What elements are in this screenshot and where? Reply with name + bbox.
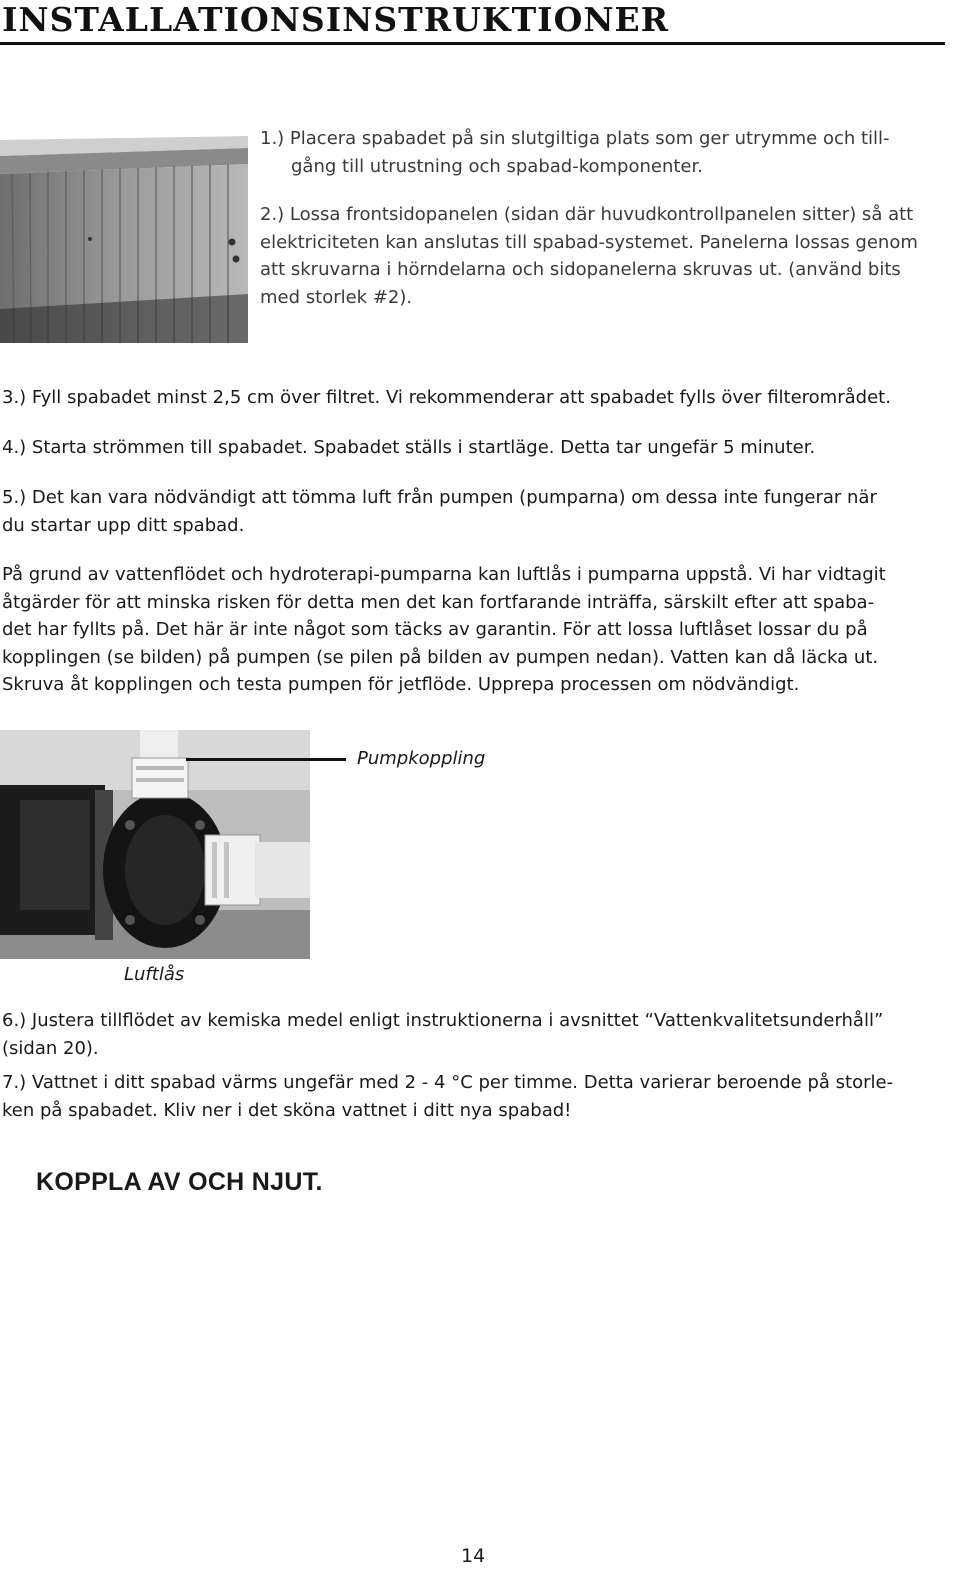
step-4: 4.) Starta strömmen till spabadet. Spabadet ställs i startläge. Detta tar ungefär 5 minuter. bbox=[2, 437, 816, 458]
step-7-line-1: 7.) Vattnet i ditt spabad värms ungefär med 2 - 4 °C per timme. Detta varierar beroende på storle- bbox=[2, 1072, 894, 1093]
page-number: 14 bbox=[461, 1545, 486, 1567]
page-title: INSTALLATIONSINSTRUKTIONER bbox=[2, 0, 670, 39]
pump-coupling-label: Pumpkoppling bbox=[357, 748, 486, 769]
pump-coupling-pointer bbox=[186, 758, 346, 761]
step-5-line-1: 5.) Det kan vara nödvändigt att tömma luft från pumpen (pumparna) om dessa inte fungerar när bbox=[2, 487, 877, 508]
step-2-line-3: att skruvarna i hörndelarna och sidopanelerna skruvas ut. (använd bits bbox=[260, 259, 901, 280]
airlock-line-4: kopplingen (se bilden) på pumpen (se pilen på bilden av pumpen nedan). Vatten kan då läcka ut. bbox=[2, 646, 879, 668]
spa-cabinet-photo bbox=[0, 134, 248, 343]
step-6-line-1: 6.) Justera tillflödet av kemiska medel enligt instruktionerna i avsnittet “Vattenkvalitetsunderhåll” bbox=[2, 1010, 884, 1031]
step-1-line-2: gång till utrustning och spabad-komponenter. bbox=[291, 155, 703, 177]
airlock-line-1: På grund av vattenflödet och hydroterapi-pumparna kan luftlås i pumparna uppstå. Vi har vidtagit bbox=[2, 564, 886, 585]
step-7 bbox=[2, 1069, 952, 1124]
airlock-line-2: åtgärder för att minska risken för detta men det kan fortfarande inträffa, särskilt efter att spaba- bbox=[2, 591, 875, 613]
step-2-line-4: med storlek #2). bbox=[260, 286, 413, 308]
step-5-line-2: du startar upp ditt spabad. bbox=[2, 514, 245, 536]
airlock-line-3: det har fyllts på. Det här är inte något som täcks av garantin. För att lossa luftlåset lossar du på bbox=[2, 619, 868, 640]
header-rule bbox=[0, 42, 945, 45]
step-7-line-2: ken på spabadet. Kliv ner i det sköna vattnet i ditt nya spabad! bbox=[2, 1099, 572, 1121]
step-5 bbox=[2, 484, 952, 539]
step-2 bbox=[260, 201, 950, 311]
step-2-line-2: elektriciteten kan anslutas till spabad-systemet. Panelerna lossas genom bbox=[260, 231, 918, 253]
step-1-line-1: 1.) Placera spabadet på sin slutgiltiga plats som ger utrymme och till- bbox=[260, 128, 890, 149]
airlock-paragraph bbox=[2, 561, 952, 699]
pump-photo bbox=[0, 730, 310, 959]
airlock-label: Luftlås bbox=[124, 964, 185, 985]
step-6 bbox=[2, 1007, 952, 1062]
step-2-line-1: 2.) Lossa frontsidopanelen (sidan där huvudkontrollpanelen sitter) så att bbox=[260, 204, 914, 225]
step-1 bbox=[260, 125, 950, 180]
closing-heading: KOPPLA AV OCH NJUT. bbox=[36, 1168, 323, 1196]
airlock-line-5: Skruva åt kopplingen och testa pumpen för jetflöde. Upprepa processen om nödvändigt. bbox=[2, 674, 800, 695]
step-6-line-2: (sidan 20). bbox=[2, 1037, 99, 1059]
step-3: 3.) Fyll spabadet minst 2,5 cm över filtret. Vi rekommenderar att spabadet fylls över filterområdet. bbox=[2, 387, 891, 408]
